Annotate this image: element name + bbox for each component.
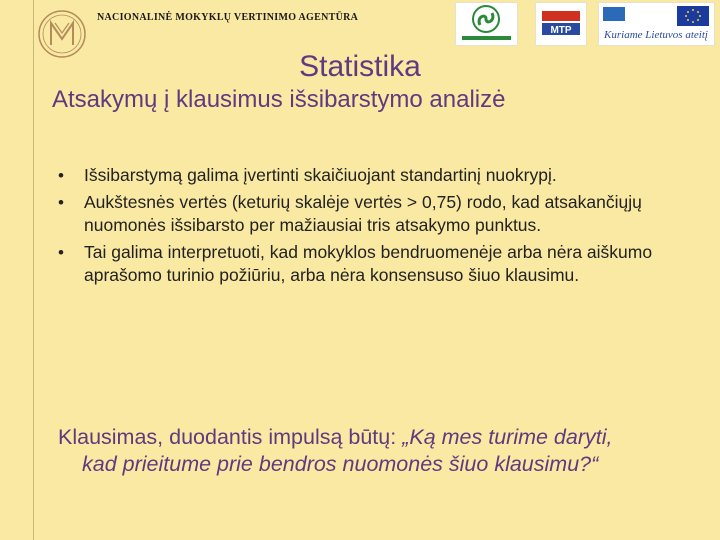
bullet-dot-icon: •: [58, 193, 64, 212]
ministry-emblem-icon: [456, 3, 517, 45]
eu-funds-logo: [598, 2, 715, 46]
bullet-dot-icon: •: [58, 243, 64, 262]
slide-title: Statistika: [299, 50, 421, 83]
mtp-logo: [535, 2, 587, 46]
eu-flag-icon: [599, 3, 714, 45]
question-prefix: Klausimas, duodantis impulsą būtų:: [58, 425, 403, 449]
question-part-2: kad prieitume prie bendros nuomonės šiuo klausimu?“: [82, 452, 599, 476]
ministry-logo: [455, 2, 518, 46]
impulse-question: [58, 424, 698, 478]
bullet-item: • Aukštesnės vertės (keturių skalėje vertės > 0,75) rodo, kad atsakančiųjų nuomonės išsibarsto per mažiausiai tris atsakymo punktus.: [58, 192, 642, 235]
bullet-dot-icon: •: [58, 166, 64, 185]
bullet-list: [54, 164, 704, 291]
svg-text:Kuriame Lietuvos ateitį: Kuriame Lietuvos ateitį: [604, 29, 708, 41]
svg-text:MTP: MTP: [550, 25, 572, 36]
question-part-1: „Ką mes turime daryti,: [402, 425, 613, 449]
agency-name: NACIONALINĖ MOKYKLŲ VERTINIMO AGENTŪRA: [97, 12, 359, 23]
bullet-item: • Išsibarstymą galima įvertinti skaičiuojant standartinį nuokrypį.: [58, 165, 557, 185]
slide-subtitle: Atsakymų į klausimus išsibarstymo analizė: [52, 86, 506, 113]
mtp-emblem-icon: [536, 3, 586, 45]
bullet-item: • Tai galima interpretuoti, kad mokyklos bendruomenėje arba nėra aiškumo aprašomo turinio požiūriu, arba nėra konsensuso šiuo klausimu.: [58, 242, 653, 285]
